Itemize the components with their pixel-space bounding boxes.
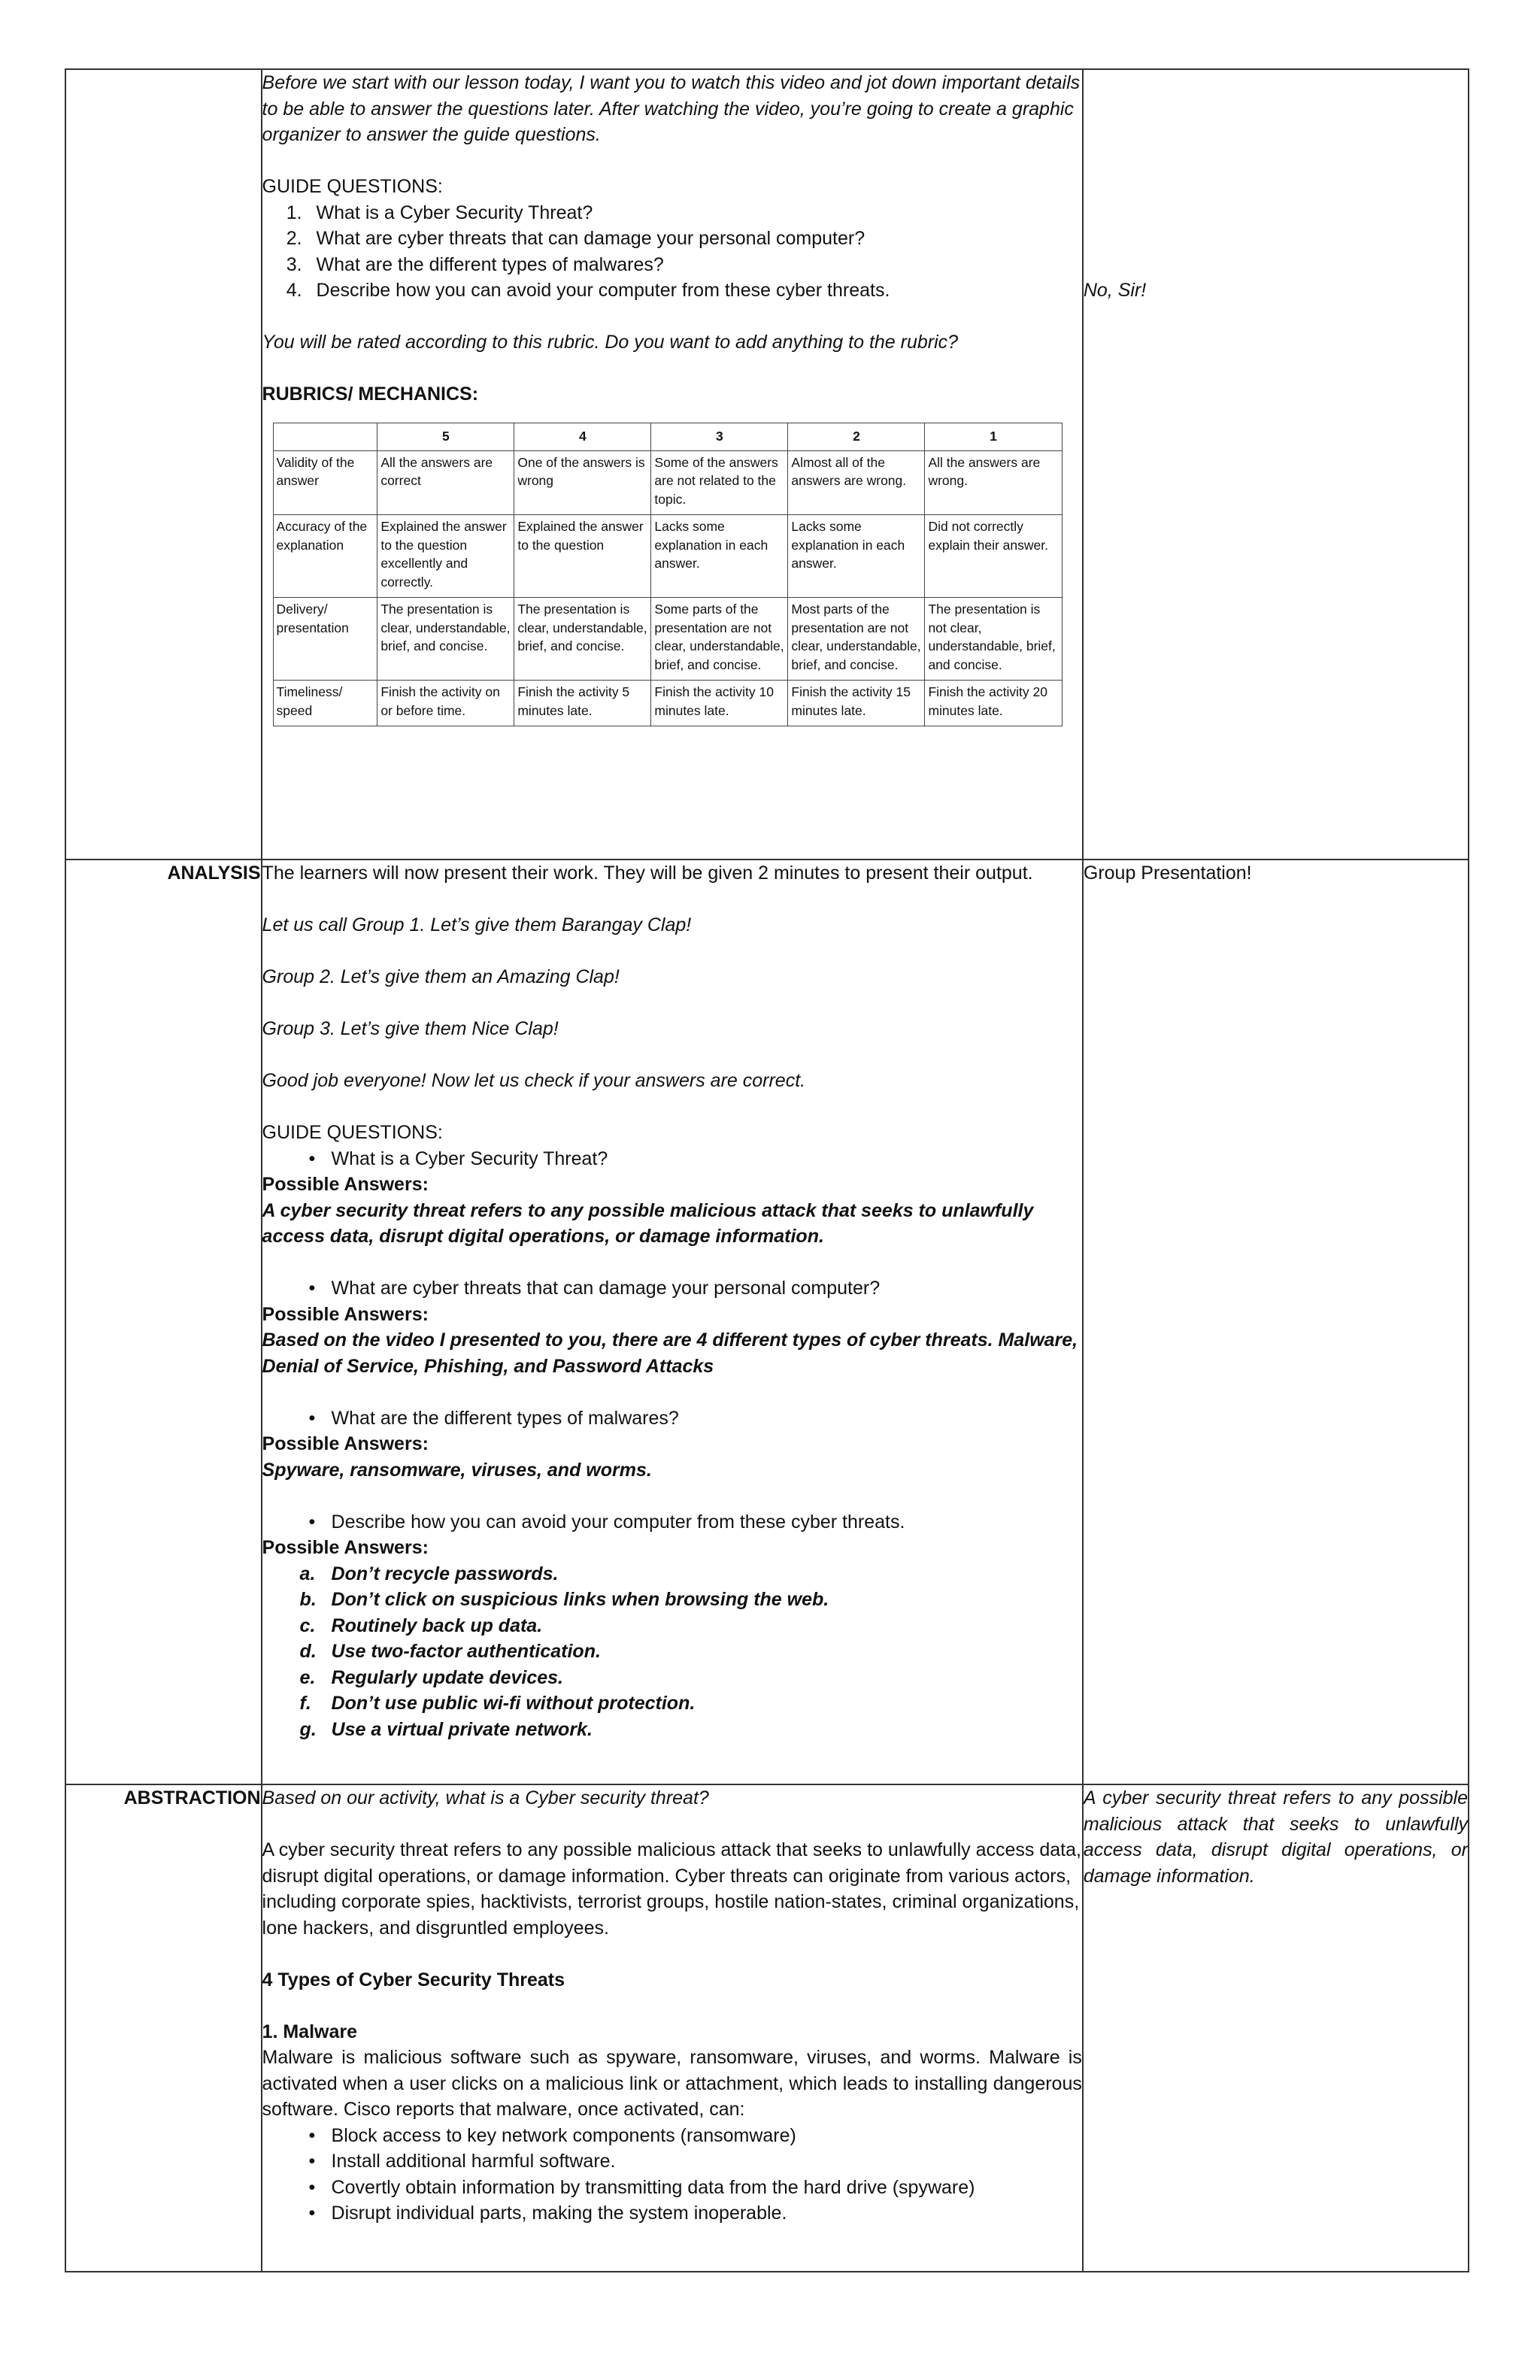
rubric-header-cell: 2	[788, 423, 925, 450]
question-bullet	[262, 1509, 1082, 1536]
analysis-label: ANALYSIS	[65, 860, 262, 1784]
list-item: • Covertly obtain information by transmitting data from the hard drive (spyware)	[309, 2175, 1082, 2201]
rubric-prompt: You will be rated according to this rubric. Do you want to add anything to the rubric?	[262, 332, 959, 353]
video-instruction: Before we start with our lesson today, I want you to watch this video and jot down important details to be able to answer the questions later. After watching the video, you’re going to create a graphic organizer to answer the guide questions.	[262, 72, 1081, 145]
group1-call: Let us call Group 1. Let’s give them Barangay Clap!	[262, 914, 692, 935]
row1-label-cell	[65, 69, 262, 860]
guide-question: What are the different types of malwares?	[331, 1407, 679, 1429]
motivation-row	[65, 69, 1469, 860]
group2-call: Group 2. Let’s give them an Amazing Clap!	[262, 966, 620, 987]
list-item: d. Use two-factor authentication.	[299, 1641, 601, 1662]
question-bullet	[262, 1146, 1082, 1172]
rubric-table	[273, 423, 1063, 727]
rubric-header-row	[273, 423, 1062, 450]
row3-teacher-cell	[262, 1784, 1083, 2272]
guide-question: 3. What are the different types of malwares?	[308, 252, 1082, 278]
possible-answers-label: Possible Answers:	[262, 1537, 429, 1558]
bullet-icon: •	[308, 2124, 316, 2146]
malware-heading: 1. Malware	[262, 2021, 357, 2042]
rubric-heading: RUBRICS/ MECHANICS:	[262, 384, 479, 405]
possible-answer: A cyber security threat refers to any possible malicious attack that seeks to unlawfully access data, disrupt digital operations, or damage information.	[262, 1199, 1034, 1247]
bullet-icon: •	[308, 1148, 316, 1169]
bullet-icon: •	[308, 2151, 316, 2172]
good-job-text: Good job everyone! Now let us check if your answers are correct.	[262, 1070, 806, 1091]
row2-student-cell	[1083, 860, 1469, 1784]
row1-student-cell	[1083, 69, 1469, 860]
row3-student-cell	[1083, 1784, 1469, 2272]
rubric-cell: All the answers are correct	[377, 450, 514, 515]
rubric-cell: Finish the activity 20 minutes late.	[925, 681, 1062, 726]
rubric-header-cell: 4	[514, 423, 651, 450]
rubric-cell: Finish the activity 15 minutes late.	[788, 681, 925, 726]
guide-question: 1. What is a Cyber Security Threat?	[308, 200, 1082, 226]
abstraction-question: Based on our activity, what is a Cyber security threat?	[262, 1787, 709, 1808]
rubric-criterion: Delivery/ presentation	[273, 598, 377, 681]
student-response: Group Presentation!	[1083, 863, 1252, 884]
rubric-header-cell: 5	[377, 423, 514, 450]
rubric-cell: Explained the answer to the question excellently and correctly.	[377, 515, 514, 598]
guide-questions-list	[262, 200, 1082, 304]
rubric-criterion: Accuracy of the explanation	[273, 515, 377, 598]
analysis-row	[65, 860, 1469, 1784]
rubric-row	[273, 681, 1062, 726]
rubric-cell: Finish the activity 10 minutes late.	[651, 681, 788, 726]
list-item: b. Don’t click on suspicious links when browsing the web.	[299, 1589, 829, 1610]
rubric-cell: The presentation is clear, understandable, brief, and concise.	[514, 598, 651, 681]
possible-answers-label: Possible Answers:	[262, 1174, 429, 1195]
presentation-instruction: The learners will now present their work. They will be given 2 minutes to present their output.	[262, 863, 1033, 884]
rubric-row	[273, 598, 1062, 681]
threat-definition: A cyber security threat refers to any possible malicious attack that seeks to unlawfully access data, disrupt digital operations, or damage information. Cyber threats can originate from various actors, including corporate spies, hacktivists, terrorist groups, hostile nation-states, criminal organizations, lone hackers, and disgruntled employees.	[262, 1839, 1081, 1939]
rubric-cell: Almost all of the answers are wrong.	[788, 450, 925, 515]
student-response: A cyber security threat refers to any possible malicious attack that seeks to unlawfully access data, disrupt digital operations, or damage information.	[1083, 1787, 1468, 1887]
student-response: No, Sir!	[1083, 280, 1147, 301]
rubric-cell: The presentation is clear, understandable, brief, and concise.	[377, 598, 514, 681]
row2-teacher-cell	[262, 860, 1083, 1784]
rubric-header-cell: 3	[651, 423, 788, 450]
bullet-icon: •	[308, 2203, 316, 2224]
possible-answer: Based on the video I presented to you, there are 4 different types of cyber threats. Malware, Denial of Service, Phishing, and Password Attacks	[262, 1329, 1078, 1377]
rubric-cell: Some of the answers are not related to the topic.	[651, 450, 788, 515]
guide-questions-heading: GUIDE QUESTIONS:	[262, 1122, 443, 1143]
question-bullet	[262, 1405, 1082, 1432]
list-item: a. Don’t recycle passwords.	[299, 1563, 559, 1584]
rubric-cell: Explained the answer to the question	[514, 515, 651, 598]
bullet-icon: •	[308, 1278, 316, 1299]
rubric-cell: Finish the activity on or before time.	[377, 681, 514, 726]
bullet-icon: •	[308, 1407, 316, 1429]
types-heading: 4 Types of Cyber Security Threats	[262, 1969, 565, 1990]
malware-description: Malware is malicious software such as spyware, ransomware, viruses, and worms. Malware is activated when a user clicks on a malicious link or attachment, which leads to installing dangerous software. Cisco reports that malware, once activated, can:	[262, 2047, 1082, 2120]
rubric-header-cell	[273, 423, 377, 450]
rubric-criterion: Timeliness/ speed	[273, 681, 377, 726]
rubric-cell: Lacks some explanation in each answer.	[651, 515, 788, 598]
guide-questions-heading: GUIDE QUESTIONS:	[262, 176, 443, 197]
list-item: f. Don’t use public wi-fi without protection.	[299, 1693, 696, 1714]
rubric-cell: Lacks some explanation in each answer.	[788, 515, 925, 598]
rubric-row	[273, 515, 1062, 598]
guide-question: 2. What are cyber threats that can damage your personal computer?	[308, 226, 1082, 252]
prevention-tips-list	[262, 1561, 1082, 1743]
list-item: • Install additional harmful software.	[309, 2148, 1082, 2175]
list-item: c. Routinely back up data.	[299, 1614, 543, 1636]
rubric-criterion: Validity of the answer	[273, 450, 377, 515]
list-item: e. Regularly update devices.	[299, 1666, 563, 1688]
guide-question: What is a Cyber Security Threat?	[331, 1148, 608, 1169]
malware-effects-list	[262, 2123, 1082, 2227]
guide-question: Describe how you can avoid your computer from these cyber threats.	[331, 1511, 905, 1533]
rubric-cell: All the answers are wrong.	[925, 450, 1062, 515]
bullet-icon: •	[308, 1511, 316, 1533]
list-item: g. Use a virtual private network.	[299, 1718, 593, 1740]
rubric-header-cell: 1	[925, 423, 1062, 450]
bullet-icon: •	[308, 2176, 316, 2198]
rubric-cell: Most parts of the presentation are not clear, understandable, brief, and concise.	[788, 598, 925, 681]
guide-question: What are cyber threats that can damage your personal computer?	[331, 1278, 881, 1299]
guide-question: 4. Describe how you can avoid your computer from these cyber threats.	[308, 277, 1082, 304]
rubric-cell: Did not correctly explain their answer.	[925, 515, 1062, 598]
rubric-cell: Some parts of the presentation are not clear, understandable, brief, and concise.	[651, 598, 788, 681]
list-item: • Disrupt individual parts, making the system inoperable.	[309, 2200, 1082, 2227]
rubric-cell: The presentation is not clear, understandable, brief, and concise.	[925, 598, 1062, 681]
list-item: • Block access to key network components (ransomware)	[309, 2123, 1082, 2149]
lesson-plan-table	[65, 68, 1469, 2272]
rubric-cell: One of the answers is wrong	[514, 450, 651, 515]
possible-answer: Spyware, ransomware, viruses, and worms.	[262, 1459, 652, 1481]
question-bullet	[262, 1275, 1082, 1302]
row1-teacher-cell	[262, 69, 1083, 860]
possible-answers-label: Possible Answers:	[262, 1433, 429, 1454]
abstraction-row	[65, 1784, 1469, 2272]
rubric-row	[273, 450, 1062, 515]
possible-answers-label: Possible Answers:	[262, 1303, 429, 1325]
abstraction-label: ABSTRACTION	[65, 1784, 262, 2272]
rubric-cell: Finish the activity 5 minutes late.	[514, 681, 651, 726]
group3-call: Group 3. Let’s give them Nice Clap!	[262, 1018, 559, 1039]
